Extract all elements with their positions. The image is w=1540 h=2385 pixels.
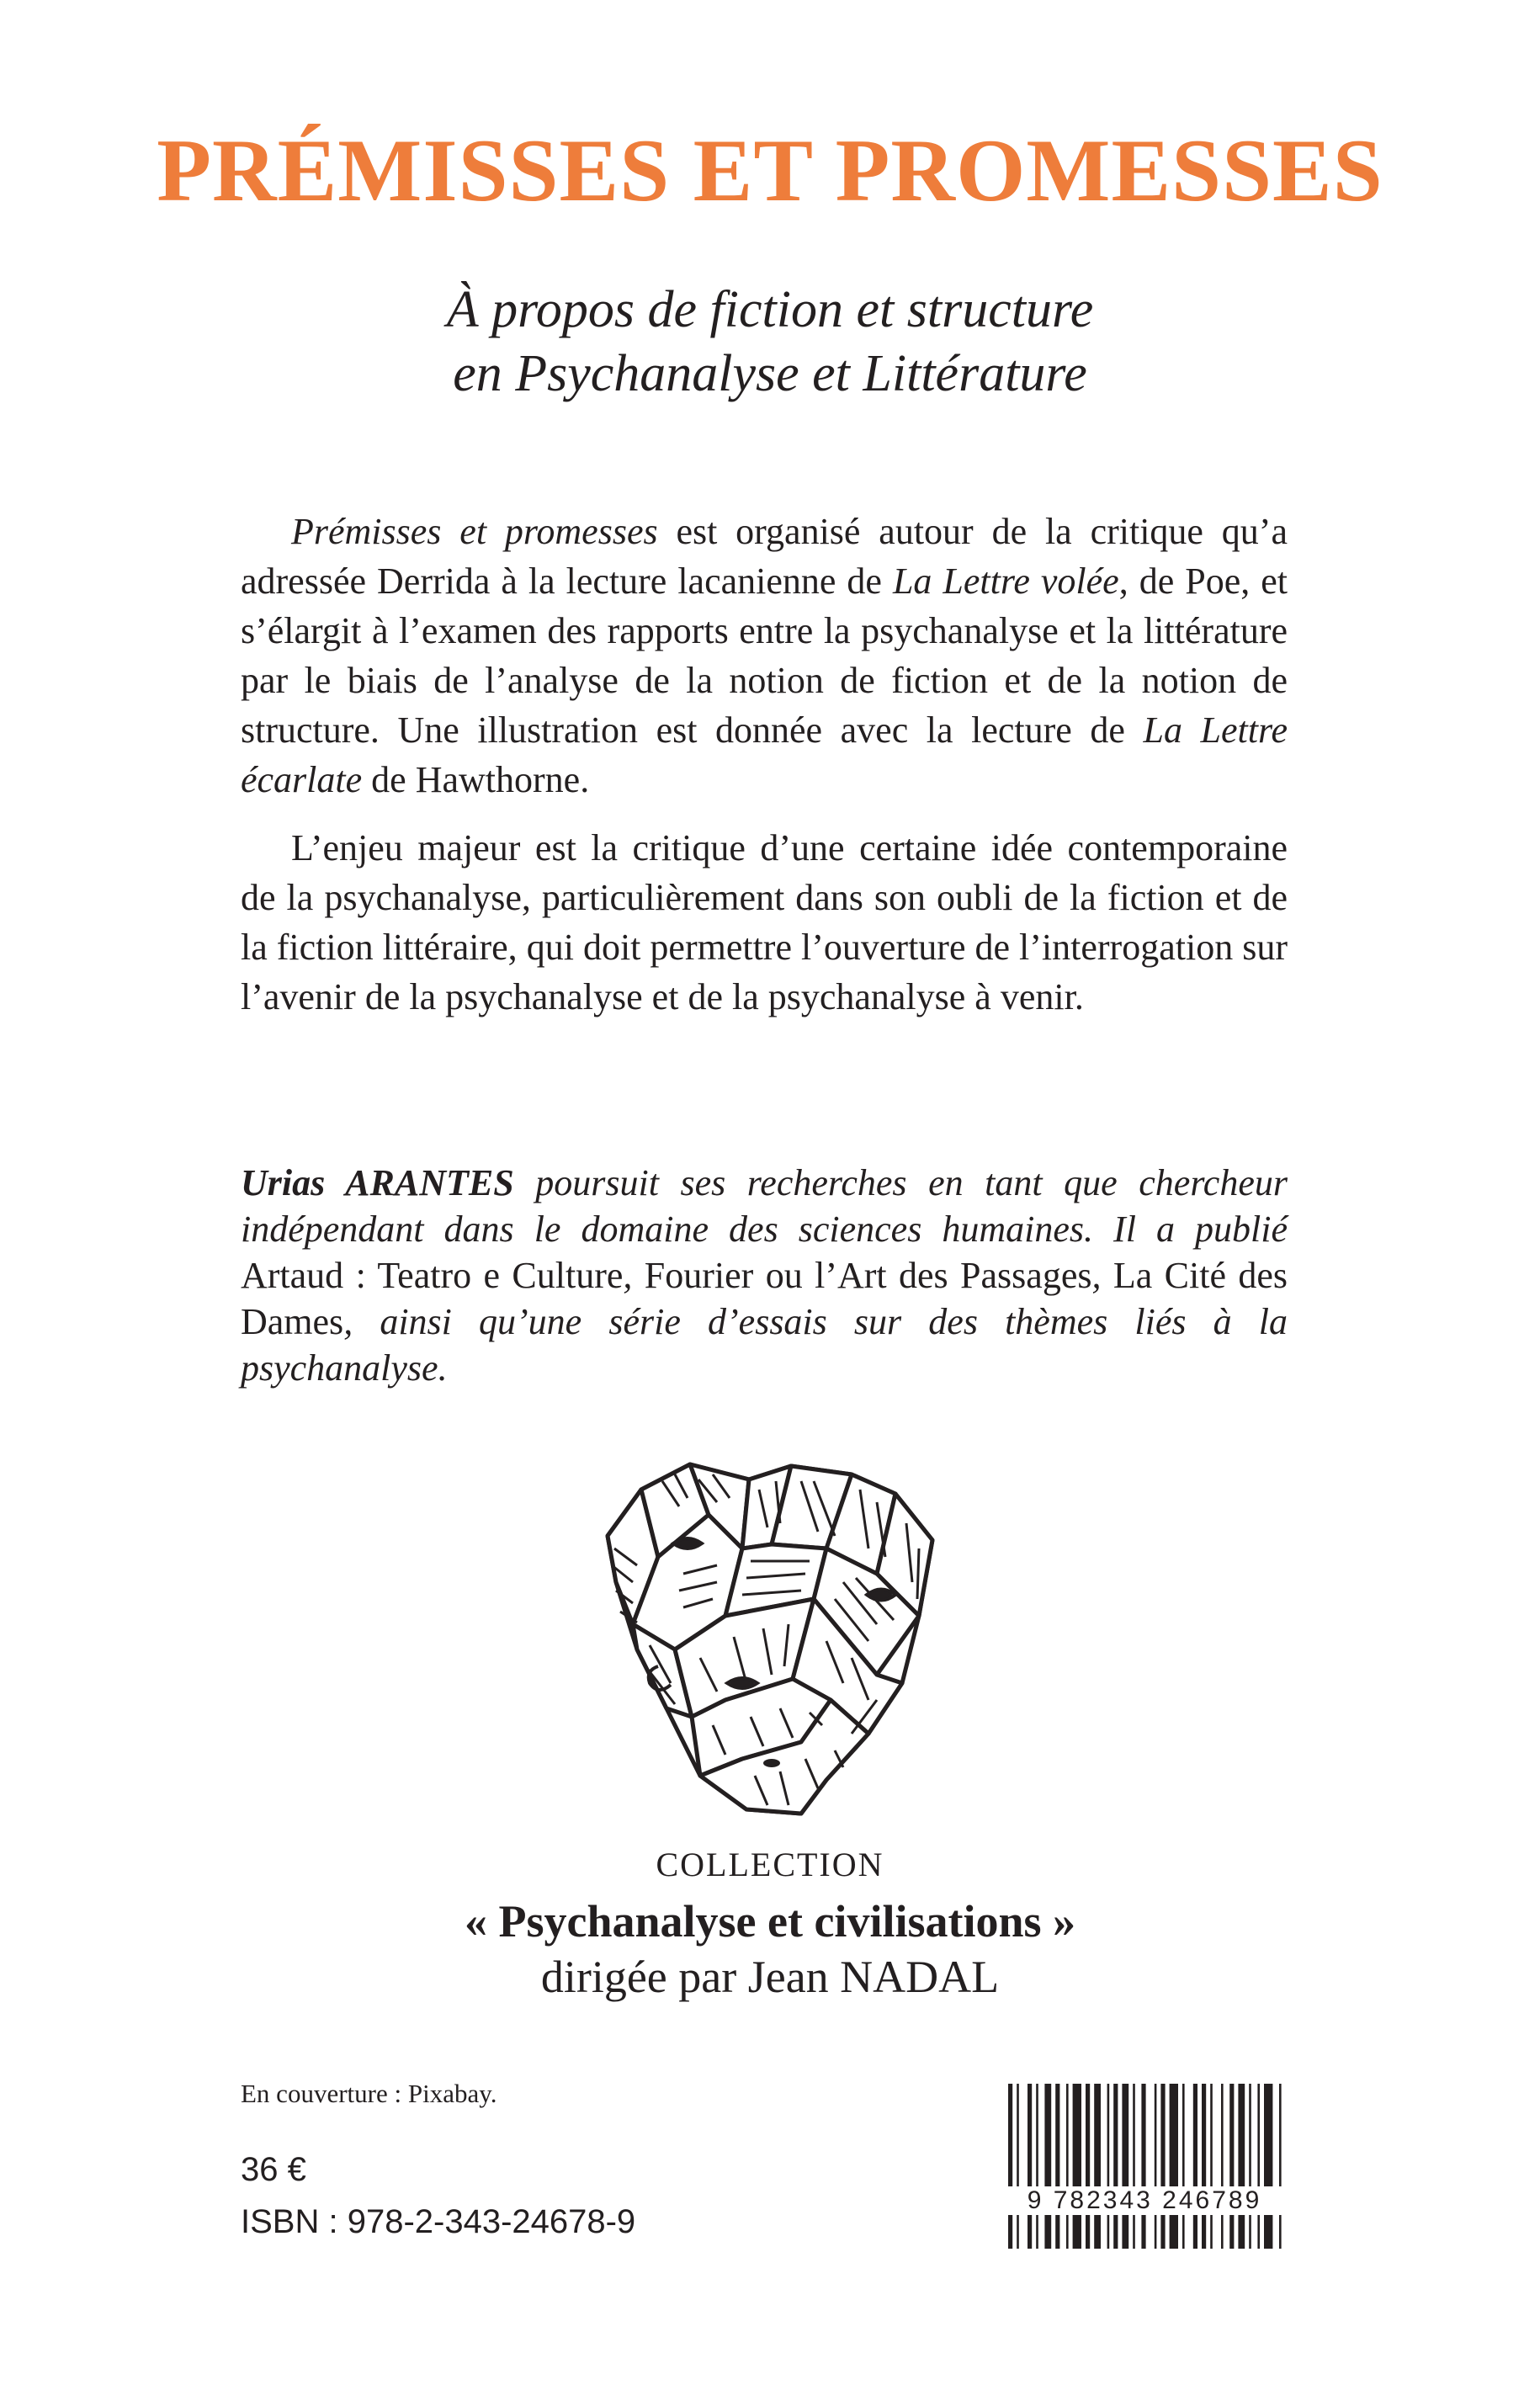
cubist-face-logo-icon [599,1456,941,1826]
subtitle-line-1: À propos de fiction et structure [446,281,1094,338]
blurb-text: de Hawthorne. [362,759,590,800]
work-title: La Lettre écarlate [241,709,1288,800]
price: 36 € [241,2151,306,2188]
blurb-text: , de Poe, et s’élargit à l’examen des rapports entre la psychanalyse et la littérature par le biais de l’analyse de la notion de fiction et de la notion de structure. Une illustration est donnée avec la lecture de [241,560,1288,751]
work-title: Artaud : Teatro e Culture [241,1255,624,1296]
ean13-barcode-icon [1001,2084,1288,2249]
subtitle-line-2: en Psychanalyse et Littérature [453,345,1087,402]
barcode-digits: 9 782343 246789 [998,2186,1291,2215]
blurb [241,507,1288,1022]
collection-name: « Psychanalyse et civilisations » [465,1896,1075,1947]
isbn: ISBN : 978-2-343-24678-9 [241,2203,636,2240]
author-bio-text: , ainsi qu’une série d’essais sur des thèmes liés à la psychanalyse. [241,1301,1288,1389]
book-subtitle [0,278,1540,406]
work-title: Fourier ou l’Art des Passages [644,1255,1092,1296]
blurb-text: est organisé autour de la critique qu’a adressée Derrida à la lecture lacanienne de [241,511,1288,602]
author-name: Urias ARANTES [241,1162,514,1203]
collection-director: dirigée par Jean NADAL [540,1952,1000,2002]
book-title: PRÉMISSES ET PROMESSES [157,121,1383,220]
author-bio [241,1160,1288,1391]
collection-label: COLLECTION [656,1846,884,1883]
author-bio-text: poursuit ses recherches en tant que chercheur indépendant dans le domaine des sciences humaines. Il a publié [241,1162,1288,1250]
work-title: La Lettre volée [892,560,1119,602]
work-title: La Cité des Dames [241,1255,1288,1342]
separator: , [623,1255,645,1296]
blurb-title-ref: Prémisses et promesses [291,511,658,552]
cover-credit: En couverture : Pixabay. [241,2079,497,2108]
separator: , [1091,1255,1113,1296]
blurb-paragraph-1 [241,507,1288,805]
blurb-paragraph-2: L’enjeu majeur est la critique d’une certaine idée contemporaine de la psychanalyse, particulièrement dans son oubli de la fiction et de la fiction littéraire, qui doit permettre l’ouverture de l’interrogation sur l’avenir de la psychanalyse et de la psychanalyse à venir. [241,827,1288,1017]
